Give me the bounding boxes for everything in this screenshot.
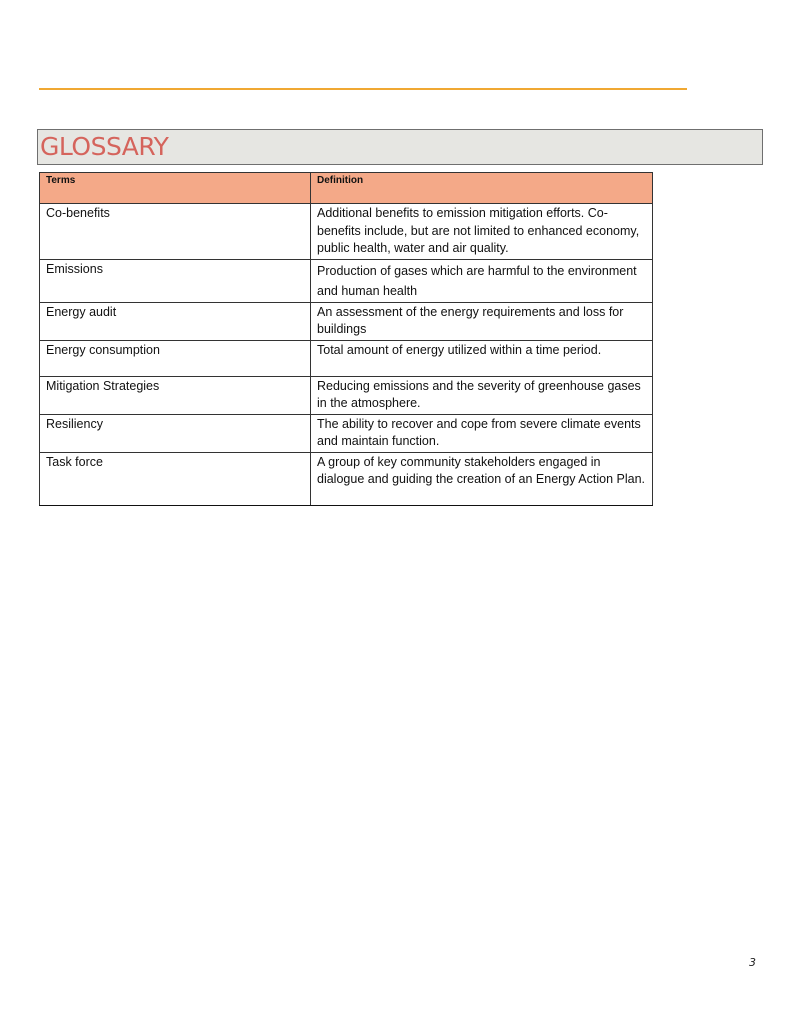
table-header-row [40, 173, 653, 204]
term-cell: Emissions [40, 259, 311, 302]
table-row [40, 414, 653, 452]
definition-cell: Production of gases which are harmful to the environment and human health [311, 259, 653, 302]
table-row [40, 340, 653, 376]
definition-cell: Reducing emissions and the severity of greenhouse gases in the atmosphere. [311, 376, 653, 414]
term-cell: Resiliency [40, 414, 311, 452]
term-cell: Co-benefits [40, 204, 311, 260]
definition-cell: The ability to recover and cope from severe climate events and maintain function. [311, 414, 653, 452]
glossary-heading-box [37, 129, 763, 165]
page-title: GLOSSARY [40, 132, 169, 161]
top-divider-rule [39, 88, 687, 90]
table-row [40, 204, 653, 260]
table-row [40, 452, 653, 505]
definition-cell: An assessment of the energy requirements and loss for buildings [311, 302, 653, 340]
term-cell: Energy audit [40, 302, 311, 340]
term-cell: Task force [40, 452, 311, 505]
column-header-terms: Terms [40, 173, 311, 204]
glossary-table [39, 172, 653, 506]
table-row [40, 259, 653, 302]
definition-cell: A group of key community stakeholders engaged in dialogue and guiding the creation of an Energy Action Plan. [311, 452, 653, 505]
definition-cell: Total amount of energy utilized within a time period. [311, 340, 653, 376]
definition-cell: Additional benefits to emission mitigation efforts. Co-benefits include, but are not limited to enhanced economy, public health, water and air quality. [311, 204, 653, 260]
term-cell: Mitigation Strategies [40, 376, 311, 414]
table-row [40, 376, 653, 414]
table-row [40, 302, 653, 340]
page-number: 3 [749, 956, 756, 969]
term-cell: Energy consumption [40, 340, 311, 376]
column-header-definition: Definition [311, 173, 653, 204]
